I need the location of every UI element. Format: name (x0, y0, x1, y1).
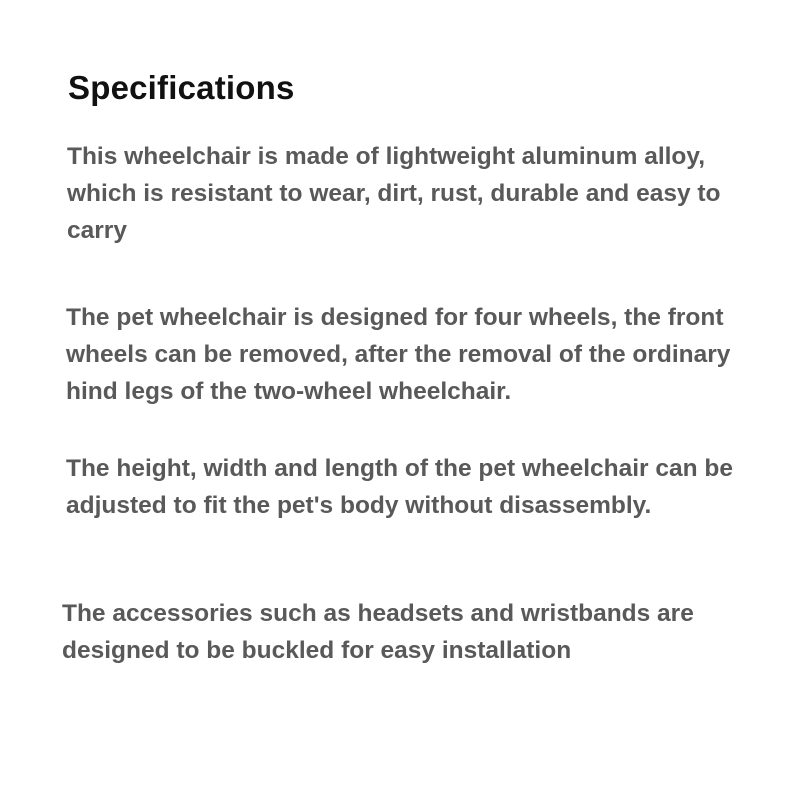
spec-paragraph-wheels: The pet wheelchair is designed for four wheels, the front wheels can be removed, after the removal of the ordinary hind legs of the two-wheel wheelchair. (66, 304, 731, 405)
page-title: Specifications (68, 69, 295, 106)
spec-paragraph-material: This wheelchair is made of lightweight aluminum alloy, which is resistant to wear, dirt, rust, durable and easy to carry (67, 143, 721, 244)
spec-paragraph-accessories: The accessories such as headsets and wristbands are designed to be buckled for easy installation (62, 600, 694, 664)
spec-paragraph-adjustment: The height, width and length of the pet wheelchair can be adjusted to fit the pet's body without disassembly. (66, 455, 733, 519)
